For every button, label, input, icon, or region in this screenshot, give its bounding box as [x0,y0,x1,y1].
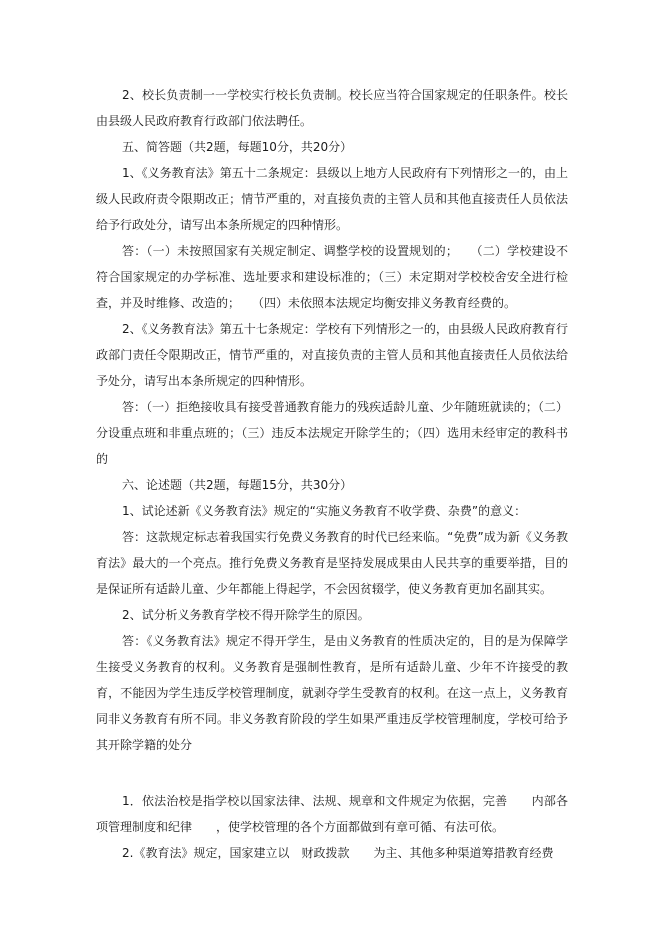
section-heading-short-answer: 五、简答题（共2题，每题10分，共20分） [122,140,353,154]
fill-blank-2: 2.《教育法》规定，国家建立以 财政拨款 为主、其他多种渠道筹措教育经费 [122,846,554,860]
essay-question-2: 2、试分析义务教育学校不得开除学生的原因。 [122,608,370,622]
section-heading-essay: 六、论述题（共2题，每题15分，共30分） [122,478,353,492]
essay-answer-2: 答：《义务教育法》规定不得开学生，是由义务教育的性质决定的，目的是为保障学生接受义务教育的权利。义务教育是强制性教育，是所有适龄儿童、少年不许接受的教育，不能因为学生违反学校管理制度，就剥夺学生受教育的权利。在这一点上，义务教育同非义务教育有所不同。非义务教育阶段的学生如果严重违反学校管理制度，学校可给予其开除学籍的处分 [96,634,568,752]
essay-answer-1: 答：这款规定标志着我国实行免费义务教育的时代已经来临。“免费”成为新《义务教育法》最大的一个亮点。推行免费义务教育是坚持发展成果由人民共享的重要举措，目的是保证所有适龄儿童、少年都能上得起学，不会因贫辍学，使义务教育更加名副其实。 [96,530,568,596]
answer-2: 答：（一）拒绝接收具有接受普通教育能力的残疾适龄儿童、少年随班就读的；（二）分设重点班和非重点班的；（三）违反本法规定开除学生的；（四）选用未经审定的教科书的 [96,400,568,466]
fill-blank-1: 1．依法治校是指学校以国家法律、法规、规章和文件规定为依据，完善 内部各项管理制度和纪律 ，使学校管理的各个方面都做到有章可循、有法可依。 [96,794,568,834]
question-1-article-52: 1、《义务教育法》第五十二条规定：县级以上地方人民政府有下列情形之一的，由上级人民政府责令限期改正；情节严重的，对直接负责的主管人员和其他直接责任人员依法给予行政处分，请写出本条所规定的四种情形。 [96,166,568,232]
essay-question-1: 1、试论述新《义务教育法》规定的“实施义务教育不收学费、杂费”的意义： [122,504,527,518]
paragraph-principal-responsibility: 2、校长负责制一一学校实行校长负责制。校长应当符合国家规定的任职条件。校长由县级人民政府教育行政部门依法聘任。 [96,88,568,128]
answer-1: 答：（一）未按照国家有关规定制定、调整学校的设置规划的； （二）学校建设不符合国家规定的办学标准、选址要求和建设标准的；（三）未定期对学校校舍安全进行检查，并及时维修、改造的； （四）未依照本法规定均衡安排义务教育经费的。 [96,244,568,310]
question-2-article-57: 2、《义务教育法》第五十七条规定：学校有下列情形之一的，由县级人民政府教育行政部门责任令限期改正，情节严重的，对直接负责的主管人员和其他直接责任人员依法给予处分，请写出本条所规定的四种情形。 [96,322,568,388]
